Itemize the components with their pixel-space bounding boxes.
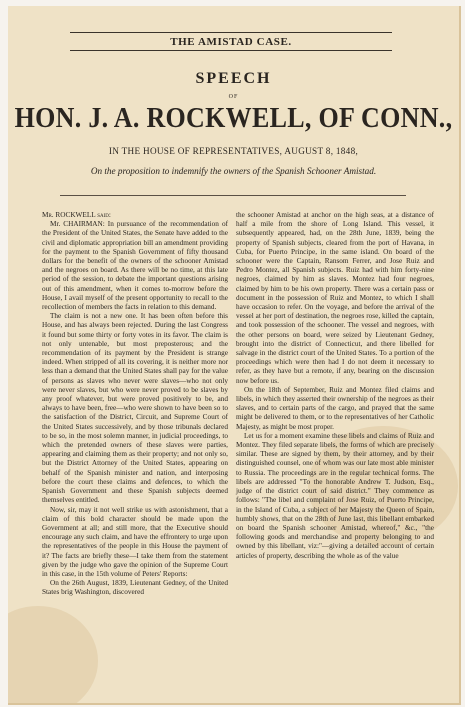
speech-intro: Mr. ROCKWELL said: <box>42 211 111 219</box>
paragraph: Let us for a moment examine these libels and claims of Ruiz and Montez. They filed separate libels, the forms of which are precisely similar. These are signed by them, by their attorney, and by their distinguished counsel, one of whom was our late most able minister to Russia. The proceedings are in the regular technical forms. The libels are addressed "To the honorable Andrew T. Judson, Esq., judge of the district court of said district." They commence as follows: "The libel and complaint of Jose Ruiz, of Puerto Principe, in the Island of Cuba, a subject of her Majesty the Queen of Spain, humbly shows, that on the 28th of June last, this libellant embarked on board the Spanish schooner Amistad, whereof," &c., "the following goods and merchandise and property belonging to and owned by this libellant, viz:"—giving a detailed account of certain articles of property, describing the whole as of the value <box>236 431 434 560</box>
case-title: THE AMISTAD CASE. <box>170 36 292 48</box>
house-line: IN THE HOUSE OF REPRESENTATIVES, AUGUST 8, 1848, <box>108 146 359 156</box>
paragraph: Mr. CHAIRMAN: In pursuance of the recommendation of the President of the United States, the Senate have added to the civil and diplomatic appropriation bill an amendment providing for the payment to the Spanish Government of fifty thousand dollars for the benefit of the owners of the schooner Amistad and the negroes on board. As there will be no time, at this late period of the session, to debate the important questions arising out of this amendment, when it comes to-morrow before the House, I avail myself of the present opportunity to recall to the recollection of members the facts in relation to this demand. <box>42 220 228 312</box>
speech-label: SPEECH <box>195 70 272 87</box>
header-top-rule <box>70 32 392 33</box>
header-bottom-rule <box>70 50 392 51</box>
speaker-name: HON. J. A. ROCKWELL, OF CONN., <box>14 102 453 134</box>
right-column <box>236 211 434 561</box>
paragraph: On the 18th of September, Ruiz and Montez filed claims and libels, in which they asserted their ownership of the negroes as their slaves, and to certain parts of the cargo, and prayed that the same might be delivered to them, or to the representatives of her Catholic Majesty, as might be most proper. <box>236 385 434 431</box>
document-page <box>8 6 461 705</box>
title-divider <box>60 195 406 196</box>
paragraph: the schooner Amistad at anchor on the high seas, at a distance of half a mile from the shore of Long Island. This vessel, it subsequently appeared, had, on the 28th June, 1839, being the property of Spanish subjects, cleared from the port of Havana, in Cuba, for Puerto Principe, in the same island. On board of the schooner were the Captain, Ransom Ferrer, and Jose Ruiz and Pedro Montez, all Spanish subjects. Ruiz had with him forty-nine negroes, claimed by him as slaves. Montez had four negroes, claimed by him to be his own property. There was a certain pass or document in the possession of Ruiz and Montez, to which I shall have occasion to refer. On the voyage, and before the arrival of the vessel at her port of destination, the negroes rose, killed the captain, and took possession of the schooner. The vessel and negroes, with the other persons on board, were seized by Lieutenant Gedney, brought into the district of Connecticut, and there libelled for salvage in the district court of the United States. To a portion of the proceedings which were then had I do not deem it necessary to refer, as they have but a remote, if any, bearing on the discussion now before us. <box>236 211 434 385</box>
of-label: OF <box>228 94 239 100</box>
proposition-line: On the proposition to indemnify the owners of the Spanish Schooner Amistad. <box>90 166 377 176</box>
left-column <box>42 211 228 598</box>
paragraph: Now, sir, may it not well strike us with astonishment, that a claim of this bold character should be made upon the Government at all; and still more, that the Executive should encourage any such claim, and have the effrontery to urge upon the representatives of the people in this House the payment of it? The facts are briefly these—I take them from the statement given by the judge who gave the opinion of the Supreme Court in this case, in the 15th volume of Peters' Reports: <box>42 505 228 578</box>
paragraph: The claim is not a new one. It has been often before this House, and has always been rejected. During the last Congress it found but some thirty or forty votes in its favor. The claim is not only untenable, but most preposterous; and the recommendation of its payment by the President is strange indeed. When stripped of all its covering, it is neither more nor less than a demand that the United States shall pay for the value of persons as slaves who never were slaves—who not only were never slaves, but who were never proved to be slaves by any proof whatever, but were proved positively to be, and always to have been, free—who were shown to have been so to the satisfaction of the District, Circuit, and Supreme Court of the United States successively, and by those tribunals declared to be so, in the most solemn manner, in judicial proceedings, to which the pretended owners of these slaves were parties, appearing and claiming them as their property; and not only so, but the District Attorney of the United States, appearing on behalf of the Spanish minister and nation, and interposing before the court these claims and defences, to which the Spanish Government and these Spanish subjects deemed themselves entitled. <box>42 312 228 505</box>
paragraph: On the 26th August, 1839, Lieutenant Gedney, of the United States brig Washington, discovered <box>42 579 228 597</box>
paper-stain <box>8 606 98 705</box>
